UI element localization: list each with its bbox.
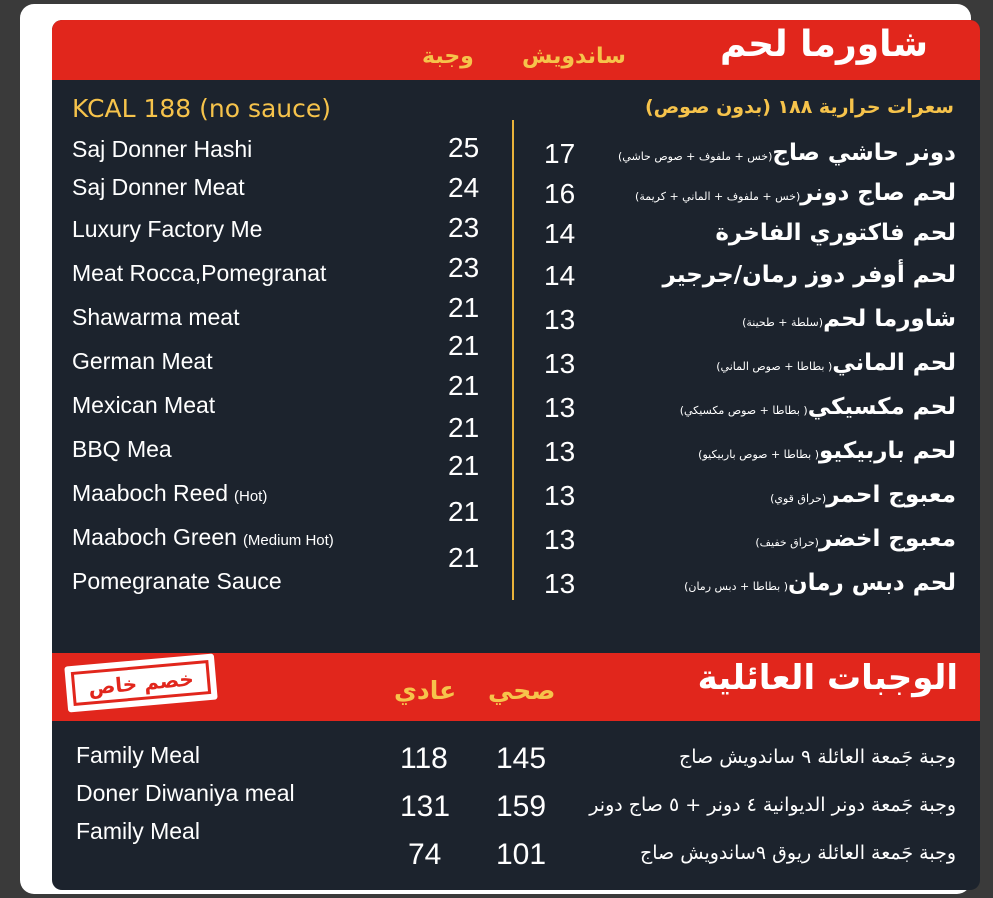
item-ingredients-note: (خس + ملفوف + الماني + كريمة) [635,190,801,203]
col-header-regular: عادي [394,676,457,705]
col-header-sandwich: ساندويش [522,44,626,69]
item-meal-price: 24 [448,172,480,203]
family-meal-name-ar: وجبة جَمعة دونر الديوانية ٤ دونر + ٥ صاج دونر [589,794,956,816]
item-name-en-text: Maaboch Reed [72,480,228,506]
item-name-en [72,524,334,551]
item-sandwich-price: 16 [544,178,576,209]
item-name-en [72,136,258,163]
item-name-ar [766,482,956,508]
item-name-ar-text: لحم فاكتوري الفاخرة [715,220,956,246]
item-name-ar [694,438,956,464]
kcal-english: KCAL 188 (no sauce) [72,94,332,123]
item-name-en-text: Pomegranate Sauce [72,568,282,594]
item-meal-price: 21 [448,370,480,401]
item-name-ar [712,350,956,376]
item-name-en [72,436,178,463]
item-name-en-text: Saj Donner Hashi [72,136,253,162]
kcal-arabic: سعرات حرارية ١٨٨ (بدون صوص) [644,96,954,118]
menu-board [52,20,980,890]
item-heat-note: (Medium Hot) [242,532,334,549]
stamp-label: خصم خاص [71,660,211,706]
item-name-ar-text: لحم باربيكيو [819,438,956,464]
item-sandwich-price: 13 [544,568,576,599]
col-header-healthy: صحي [488,676,556,705]
item-meal-price: 21 [448,542,480,573]
item-meal-price: 21 [448,412,480,443]
item-name-en [72,304,245,331]
item-sandwich-price: 13 [544,392,576,423]
item-sandwich-price: 17 [544,138,576,169]
family-title: الوجبات العائلية [697,658,958,698]
item-ingredients-note: ( بطاطا + صوص الماني) [716,360,833,373]
item-name-en-text: German Meat [72,348,213,374]
item-meal-price: 21 [448,496,480,527]
item-name-en [72,174,251,201]
item-ingredients-note: (حراق خفيف) [755,536,819,549]
item-name-en-text: Maaboch Green [72,524,237,550]
item-ingredients-note: ( بطاطا + دبس رمان) [684,580,789,593]
family-meal-name-en: Doner Diwaniya meal [76,780,295,806]
item-meal-price: 23 [448,252,480,283]
item-name-ar [738,306,956,332]
item-name-en-text: Saj Donner Meat [72,174,245,200]
item-name-en-text: Shawarma meat [72,304,240,330]
item-name-ar-text: لحم دبس رمان [788,570,956,596]
col-header-meal: وجبة [422,44,474,69]
menu-title: شاورما لحم [719,24,928,65]
item-name-ar-text: معبوج احمر [826,482,956,508]
item-name-en-text: BBQ Mea [72,436,172,462]
item-name-ar [631,180,956,206]
item-meal-price: 23 [448,212,480,243]
item-sandwich-price: 13 [544,524,576,555]
item-name-ar [676,394,956,420]
item-name-en [72,348,219,375]
item-name-ar [751,526,956,552]
item-ingredients-note: ( بطاطا + صوص باربيكيو) [698,448,820,461]
item-name-en-text: Meat Rocca,Pomegranat [72,260,327,286]
item-meal-price: 25 [448,132,480,163]
item-name-en-text: Mexican Meat [72,392,216,418]
item-name-ar-text: لحم الماني [832,350,956,376]
family-meal-regular-price: 131 [400,790,451,823]
column-divider [512,120,514,600]
family-meal-healthy-price: 145 [496,742,547,775]
item-name-en [72,480,267,507]
item-name-en [72,392,221,419]
item-name-en-text: Luxury Factory Me [72,216,263,242]
item-heat-note: (Hot) [234,488,268,505]
item-sandwich-price: 14 [544,260,576,291]
family-meal-regular-price: 74 [408,838,442,871]
item-name-ar-text: معبوج اخضر [818,526,956,552]
item-name-ar [711,220,956,246]
item-name-en [72,260,332,287]
family-meal-healthy-price: 101 [496,838,547,871]
item-meal-price: 21 [448,450,480,481]
item-sandwich-price: 13 [544,480,576,511]
family-meal-name-en: Family Meal [76,818,200,844]
family-meal-name-ar: وجبة جَمعة العائلة ٩ ساندويش صاج [679,746,956,768]
item-name-ar-text: لحم مكسيكي [807,394,956,420]
item-name-ar-text: شاورما لحم [823,306,956,332]
family-meal-name-en: Family Meal [76,742,200,768]
item-name-ar [614,140,956,166]
menu-board-frame [20,4,971,894]
item-ingredients-note: (حراق قوي) [770,492,827,505]
item-sandwich-price: 13 [544,436,576,467]
item-name-en [72,216,268,243]
family-meal-healthy-price: 159 [496,790,547,823]
family-meal-name-ar: وجبة جَمعة العائلة ريوق ٩ساندويش صاج [640,842,956,864]
item-name-ar [659,262,956,288]
item-name-ar-text: دونر حاشي صاج [772,140,956,166]
item-name-en [72,568,288,595]
item-name-ar-text: لحم أوفر دوز رمان/جرجير [662,262,956,288]
family-meal-regular-price: 118 [400,742,448,775]
item-meal-price: 21 [448,330,480,361]
item-sandwich-price: 13 [544,348,576,379]
item-sandwich-price: 14 [544,218,576,249]
item-sandwich-price: 13 [544,304,576,335]
item-meal-price: 21 [448,292,480,323]
item-name-ar [680,570,956,596]
item-ingredients-note: (خس + ملفوف + صوص حاشي) [618,150,773,163]
item-name-ar-text: لحم صاج دونر [800,180,956,206]
item-ingredients-note: (سلطة + طحينة) [742,316,824,329]
item-ingredients-note: ( بطاطا + صوص مكسيكي) [679,404,808,417]
